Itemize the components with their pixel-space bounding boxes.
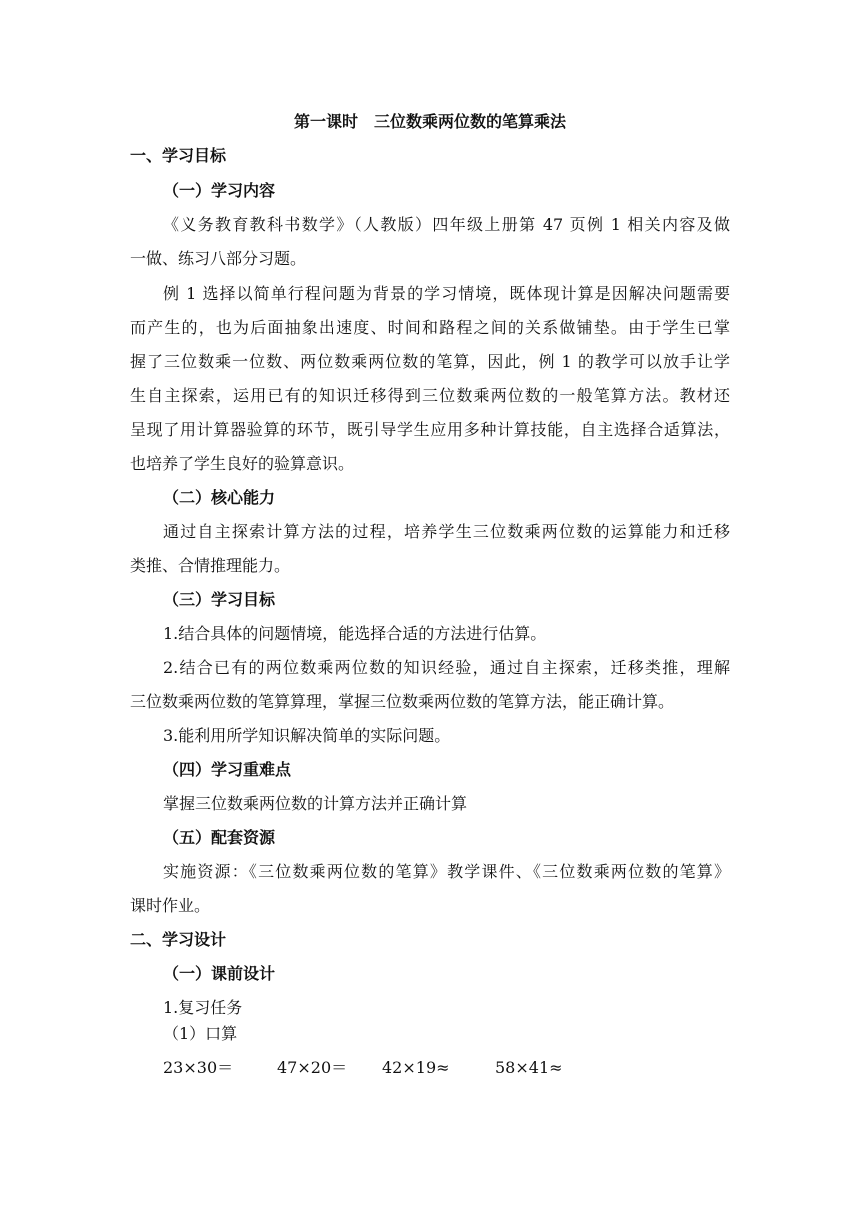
paragraph-line: 生自主探索，运用已有的知识迁移得到三位数乘两位数的一般笔算方法。教材还 (130, 386, 730, 405)
section-heading-learning-objectives: 一、学习目标 (130, 146, 227, 165)
list-item: 1.结合具体的问题情境，能选择合适的方法进行估算。 (163, 624, 547, 643)
list-item-continuation: 三位数乘两位数的笔算算理，掌握三位数乘两位数的笔算方法，能正确计算。 (130, 692, 675, 711)
calculation-item: 42×19≈ (382, 1058, 450, 1077)
subheading-resources: （五）配套资源 (163, 828, 276, 847)
paragraph-line: 掌握三位数乘两位数的计算方法并正确计算 (163, 794, 468, 813)
subheading-key-points: （四）学习重难点 (163, 760, 292, 779)
paragraph-line: 实施资源：《三位数乘两位数的笔算》教学课件、《三位数乘两位数的笔算》 (163, 862, 730, 881)
calculation-item: 58×41≈ (495, 1058, 563, 1077)
paragraph-line: 类推、合情推理能力。 (130, 556, 291, 575)
subheading-pre-class-design: （一）课前设计 (163, 964, 276, 983)
list-item: 1.复习任务 (163, 998, 243, 1017)
list-item: 2.结合已有的两位数乘两位数的知识经验，通过自主探索，迁移类推，理解 (163, 658, 730, 677)
paragraph-line: 也培养了学生良好的验算意识。 (130, 454, 355, 473)
subheading-objectives: （三）学习目标 (163, 590, 276, 609)
calculation-item: 23×30＝ (163, 1058, 234, 1077)
calculation-item: 47×20＝ (277, 1058, 348, 1077)
paragraph-line: 一做、练习八部分习题。 (130, 249, 307, 268)
subheading-learning-content: （一）学习内容 (163, 181, 276, 200)
section-heading-learning-design: 二、学习设计 (130, 930, 227, 949)
paragraph-line: 呈现了用计算器验算的环节，既引导学生应用多种计算技能，自主选择合适算法， (130, 420, 730, 439)
page-title: 第一课时 三位数乘两位数的笔算乘法 (293, 112, 566, 131)
list-item: 3.能利用所学知识解决简单的实际问题。 (163, 726, 451, 745)
paragraph-line: 课时作业。 (130, 896, 211, 915)
paragraph-line: 例 1 选择以简单行程问题为背景的学习情境，既体现计算是因解决问题需要 (163, 284, 730, 303)
paragraph-line: 而产生的，也为后面抽象出速度、时间和路程之间的关系做铺垫。由于学生已掌 (130, 318, 730, 337)
paragraph-line: 《义务教育教科书数学》（人教版）四年级上册第 47 页例 1 相关内容及做 (163, 215, 730, 234)
paragraph-line: 握了三位数乘一位数、两位数乘两位数的笔算，因此，例 1 的教学可以放手让学 (130, 352, 730, 371)
sub-list-item: （1）口算 (163, 1024, 238, 1043)
subheading-core-ability: （二）核心能力 (163, 488, 276, 507)
paragraph-line: 通过自主探索计算方法的过程，培养学生三位数乘两位数的运算能力和迁移 (163, 522, 730, 541)
